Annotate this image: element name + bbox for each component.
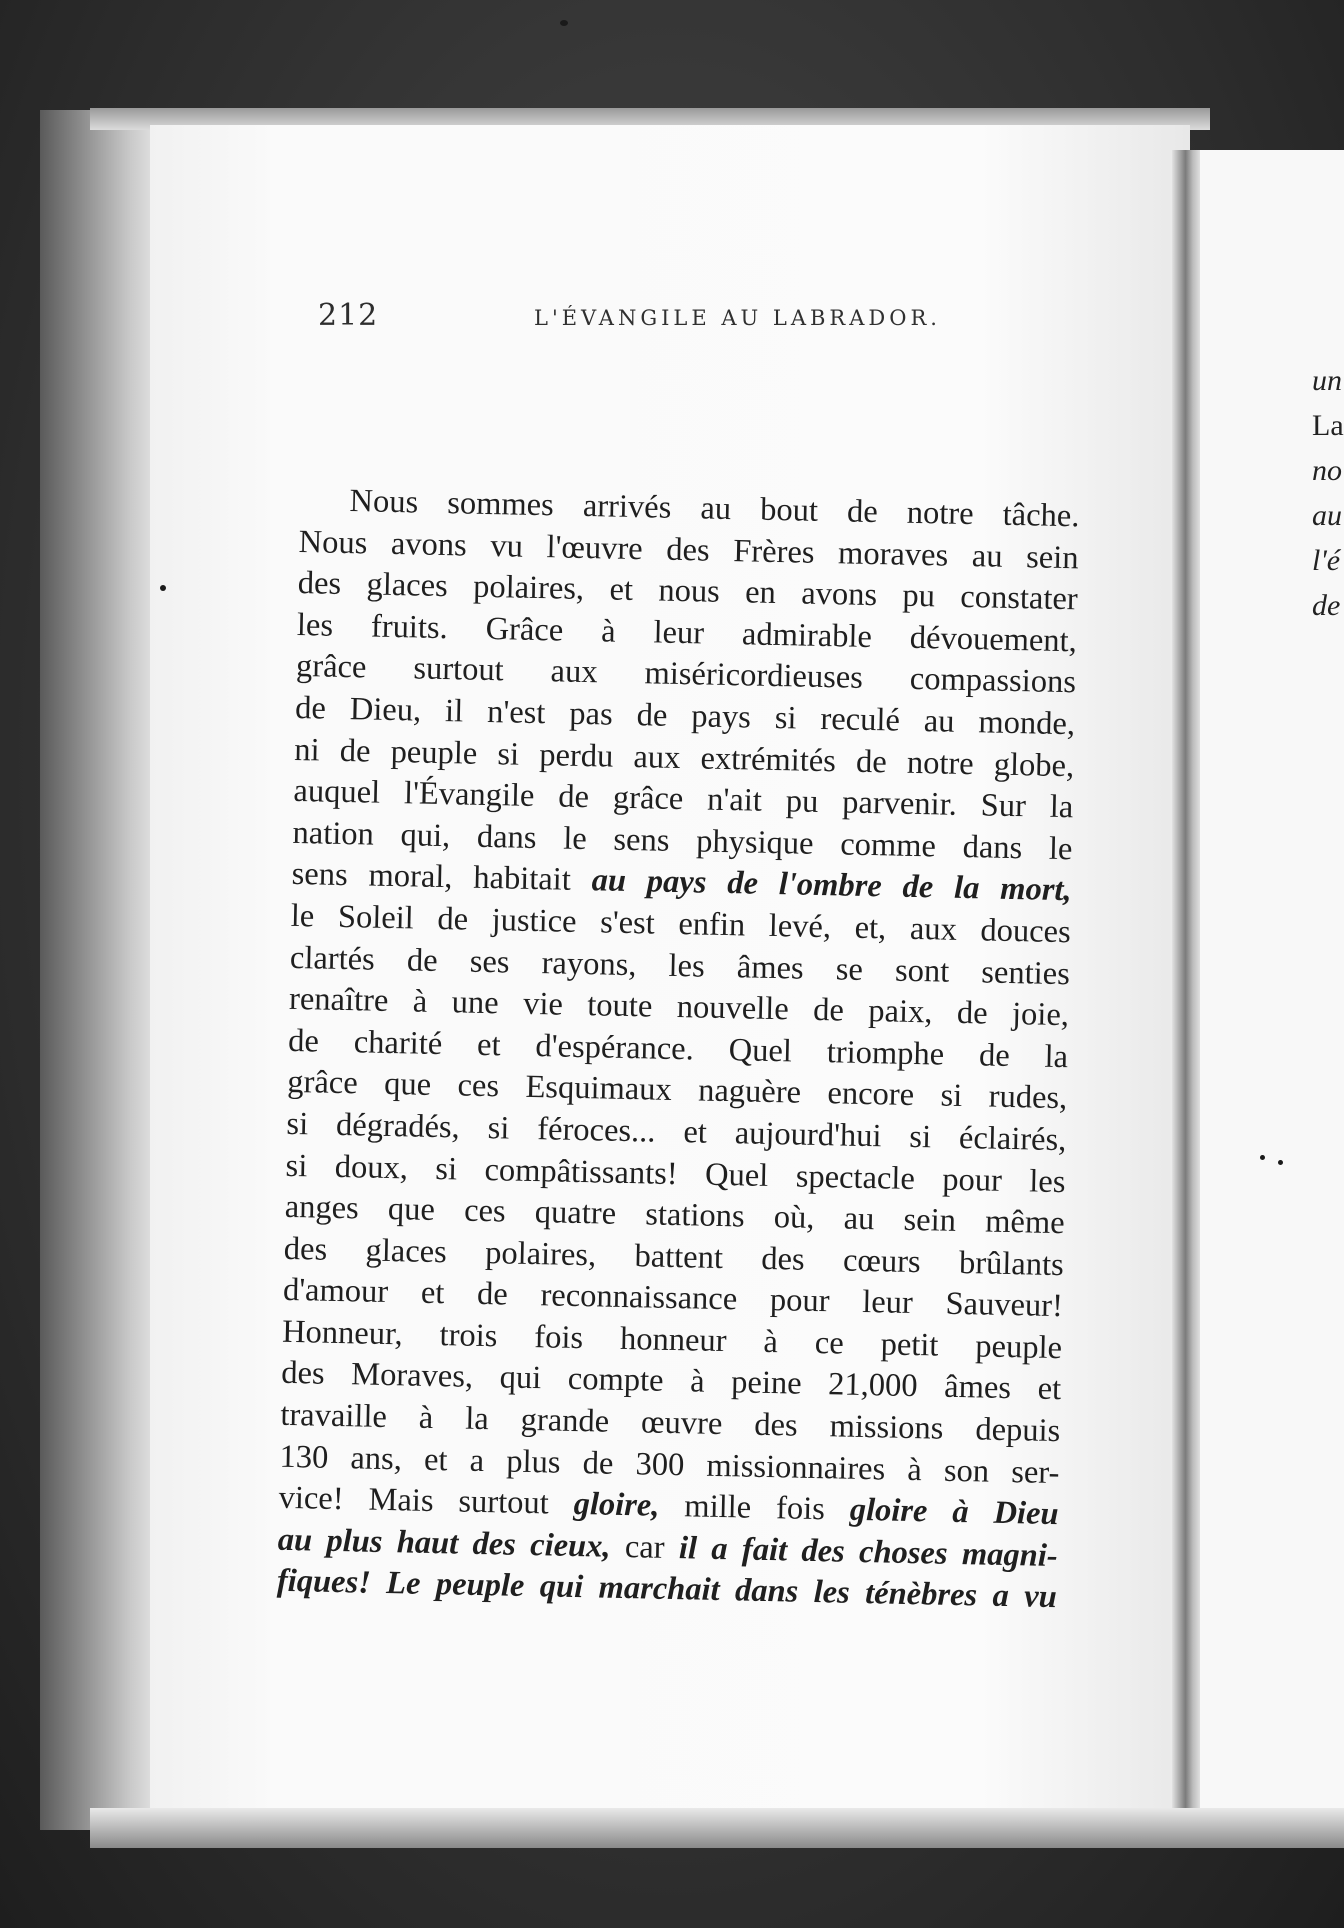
text-line: d'amour et de reconnaissance pour leur Sauveur! [282,1272,1064,1325]
text-line: si dégradés, si féroces... et aujourd'hui si éclairés, [286,1105,1067,1159]
fragment: de [1312,589,1341,622]
fragment: un [1312,364,1342,397]
text-line: les fruits. Grâce à leur admirable dévouement, [296,606,1078,660]
fragment: l'é [1312,544,1341,577]
scan-speck [1260,1155,1265,1160]
right-page-text-fragments [1312,358,1344,628]
text-line: grâce surtout aux miséricordieuses compassions [295,648,1077,701]
text-line: Nous avons vu l'œuvre des Frères moraves au sein [298,523,1079,576]
text-run: vice! Mais surtout [278,1480,550,1522]
text-line: nation qui, dans le sens physique comme dans le [292,814,1073,868]
text-line: des glaces polaires, battent des cœurs brûlants [283,1230,1065,1283]
text-line: si doux, si compâtissants! Quel spectacle pour les [285,1147,1066,1200]
text-run: mille fois [684,1488,826,1528]
text-line: travaille à la grande œuvre des missions depuis [280,1396,1061,1450]
text-line: de Dieu, il n'est pas de pays si reculé au monde, [294,689,1076,743]
text-line: grâce que ces Esquimaux naguère encore si rudes, [287,1064,1068,1117]
text-line: renaître à une vie toute nouvelle de paix, de joie, [288,981,1070,1034]
text-line: 130 ans, et a plus de 300 missionnaires à son ser- [279,1438,1060,1491]
italic-phrase: gloire à Dieu [849,1491,1059,1533]
book-gutter [1172,150,1202,1820]
body-paragraph [276,480,1079,1619]
italic-phrase: des choses magni- [801,1532,1059,1574]
italic-phrase: fiques! Le peuple qui marchait dans les ténèbres a vu [276,1563,1058,1616]
text-line: de charité et d'espérance. Quel triomphe de la [287,1022,1069,1075]
text-line: Nous sommes arrivés au bout de notre tâche. [349,483,1080,535]
scan-speck [560,20,568,26]
fragment: La [1312,409,1344,442]
scan-speck [160,585,166,591]
text-line: des glaces polaires, et nous en avons pu constater [297,565,1079,618]
text-line: clartés de ses rayons, les âmes se sont senties [289,939,1071,992]
page-stack-bottom [90,1808,1344,1848]
text-line: anges que ces quatre stations où, au sein même [284,1188,1065,1242]
italic-phrase: au plus haut des cieux, [277,1521,611,1565]
running-head: L'ÉVANGILE AU LABRADOR. [534,306,941,330]
italic-phrase: gloire, [573,1486,660,1524]
text-line: ni de peuple si perdu aux extrémités de notre globe, [293,731,1075,784]
fragment: au [1312,499,1342,532]
book-cover-edge [40,110,160,1830]
text-line: des Moraves, qui compte à peine 21,000 âmes et [280,1355,1062,1408]
text-line: auquel l'Évangile de grâce n'ait pu parvenir. Sur la [293,773,1074,826]
text-run: sens moral, habitait [291,856,572,899]
italic-phrase: il a fait [678,1530,788,1569]
text-line: le Soleil de justice s'est enfin levé, et, aux douces [290,897,1072,951]
page-number: 212 [318,298,379,333]
text-line: Honneur, trois fois honneur à ce petit peuple [281,1313,1063,1367]
scan-speck [1278,1160,1283,1165]
italic-phrase: au pays de l'ombre de la mort, [591,862,1072,909]
text-run: car [624,1528,665,1566]
fragment: no [1312,454,1342,487]
